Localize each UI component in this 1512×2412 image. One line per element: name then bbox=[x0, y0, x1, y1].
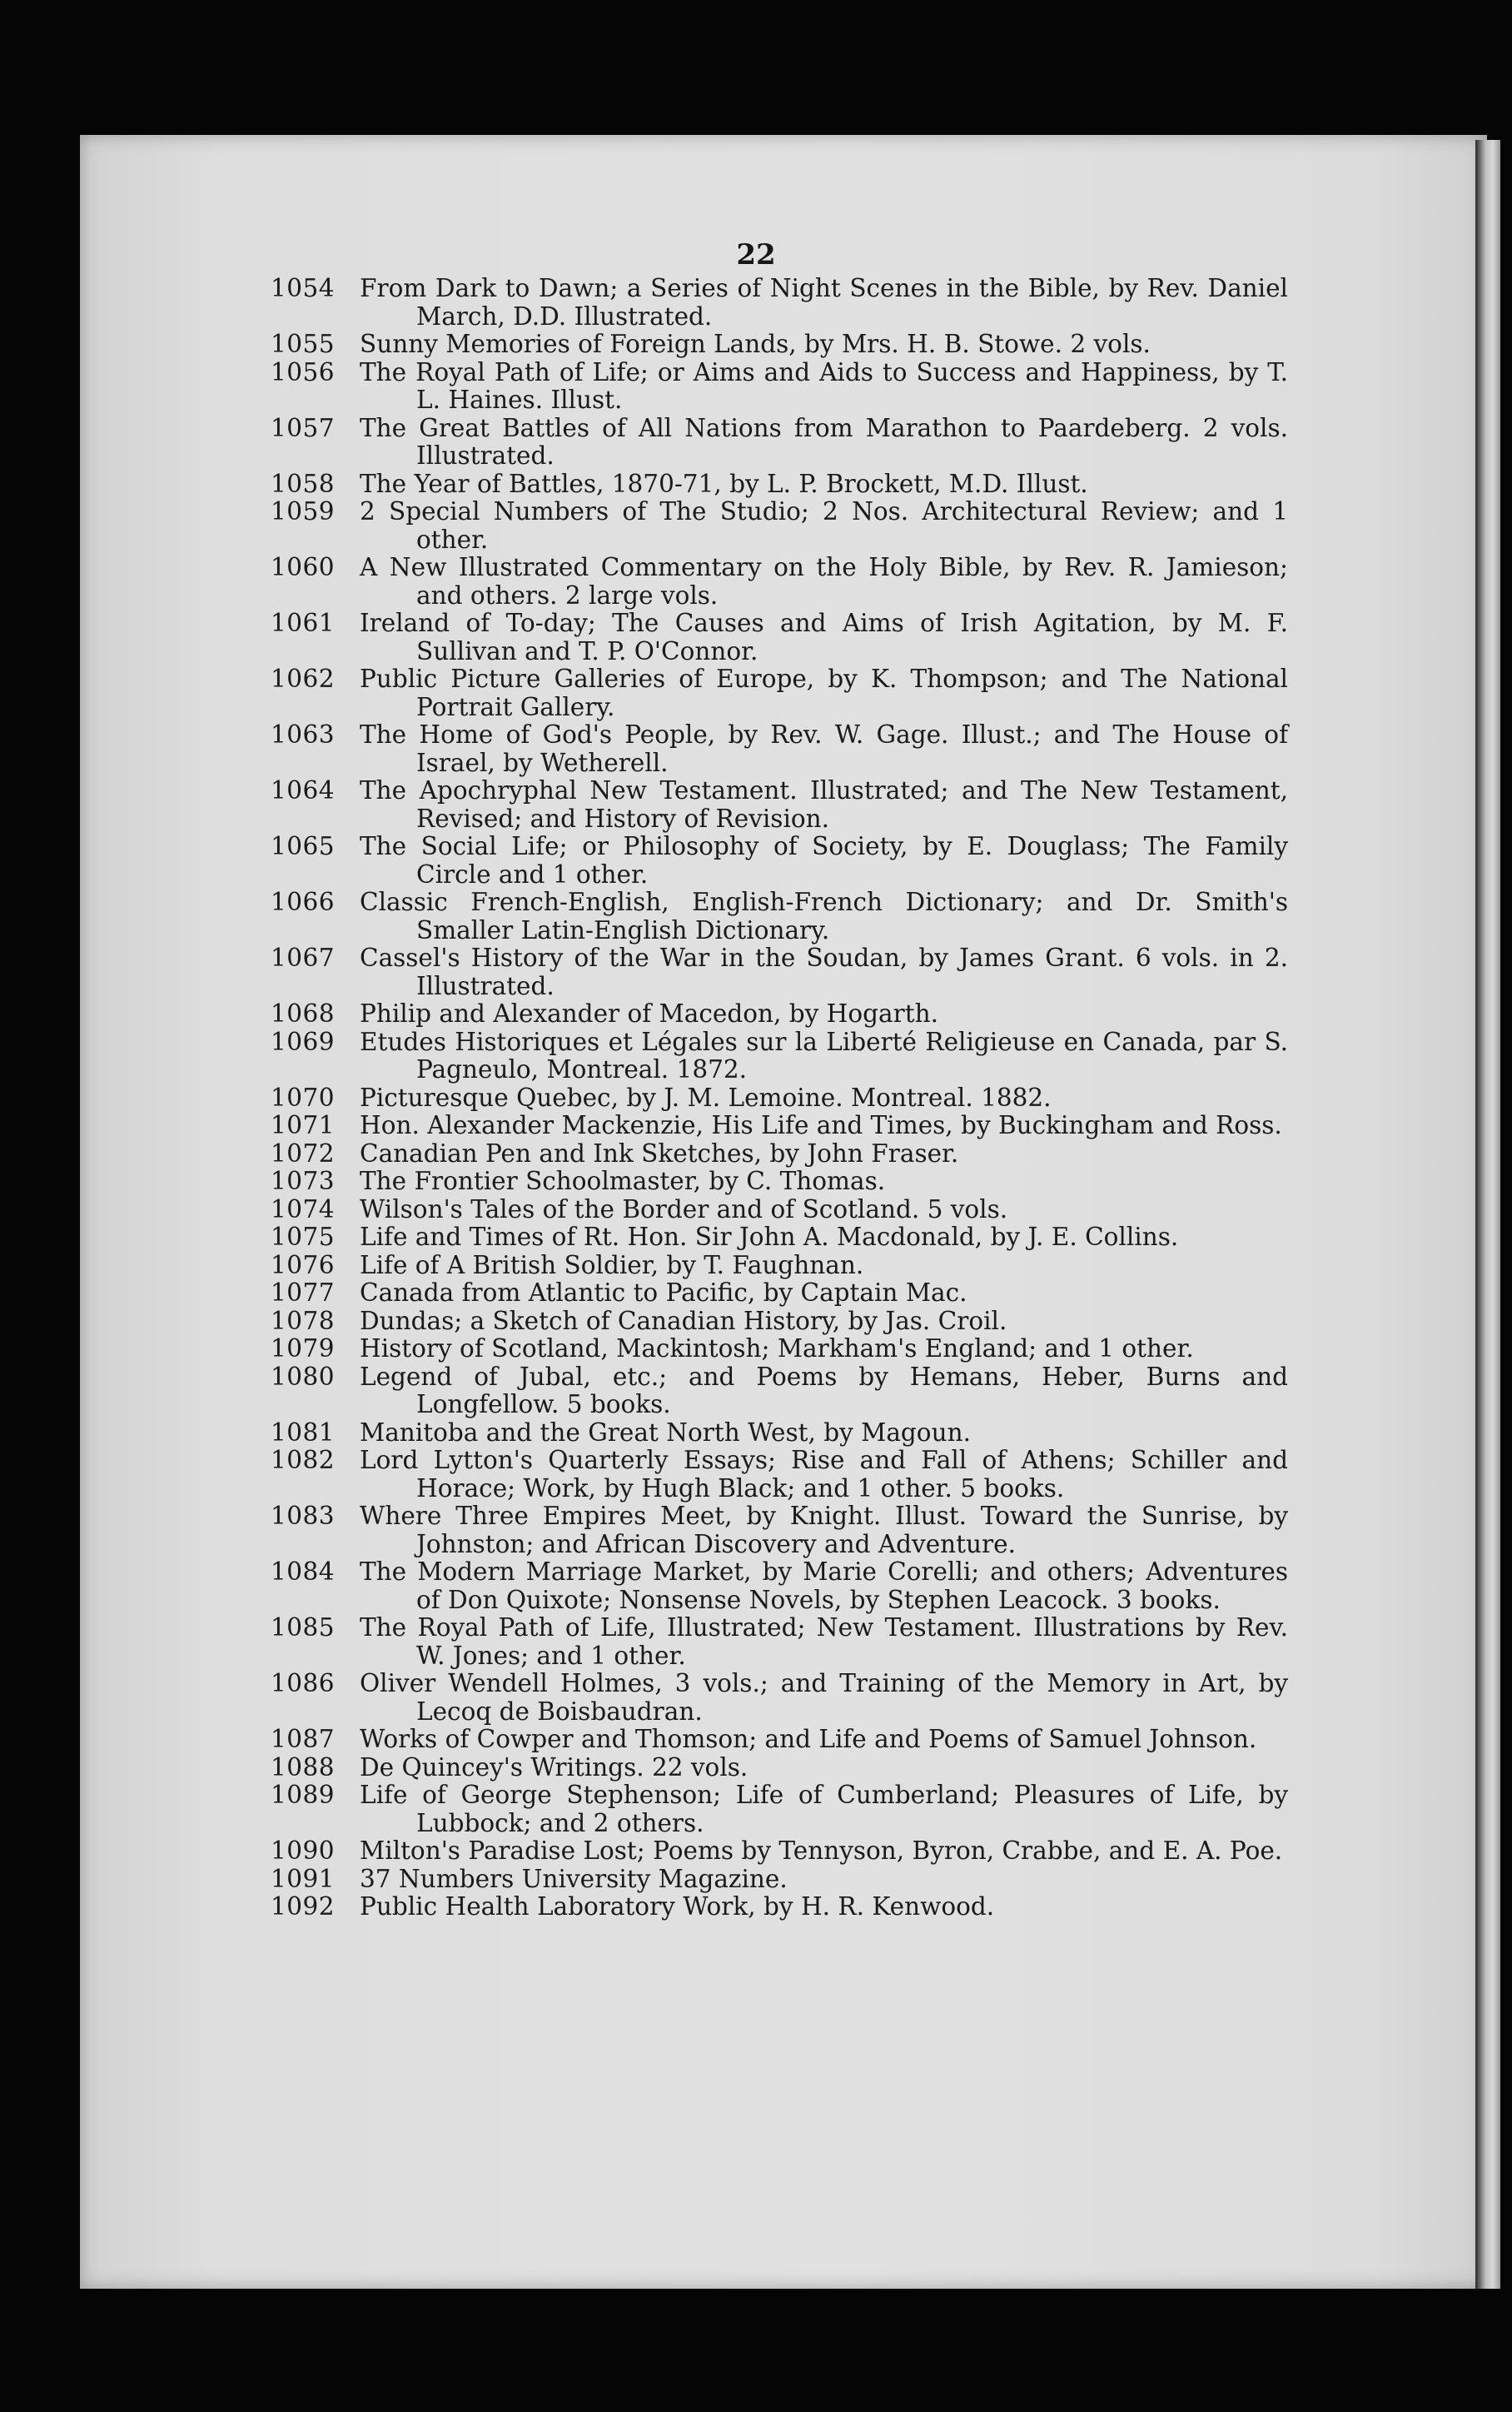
entry-description: A New Illustrated Commentary on the Holy Bible, by Rev. R. Jamieson; and others. 2 large vols. bbox=[360, 553, 1288, 610]
catalogue-entry bbox=[271, 1558, 1288, 1614]
entry-number: 1087 bbox=[271, 1725, 336, 1753]
entry-description: Legend of Jubal, etc.; and Poems by Hemans, Heber, Burns and Longfellow. 5 books. bbox=[360, 1362, 1288, 1418]
entry-number: 1078 bbox=[271, 1306, 336, 1335]
entry-number: 1071 bbox=[271, 1111, 336, 1139]
catalogue-entry bbox=[271, 721, 1288, 777]
entry-description: Cassel's History of the War in the Soudan, by James Grant. 6 vols. in 2. Illustrated. bbox=[360, 944, 1288, 1000]
catalogue-entry bbox=[271, 833, 1288, 889]
entry-description: Manitoba and the Great North West, by Magoun. bbox=[360, 1418, 971, 1447]
catalogue-entry bbox=[271, 1363, 1288, 1419]
catalogue-entry bbox=[271, 1782, 1288, 1837]
catalogue-entry bbox=[271, 1419, 1288, 1448]
entry-number: 1056 bbox=[271, 357, 336, 386]
catalogue-entry-list bbox=[271, 275, 1288, 1921]
catalogue-entry bbox=[271, 498, 1288, 554]
entry-description: Sunny Memories of Foreign Lands, by Mrs. H. B. Stowe. 2 vols. bbox=[360, 330, 1151, 358]
entry-number: 1060 bbox=[271, 553, 336, 581]
catalogue-entry bbox=[271, 359, 1288, 415]
catalogue-entry bbox=[271, 1335, 1288, 1363]
entry-description: Dundas; a Sketch of Canadian History, by Jas. Croil. bbox=[360, 1306, 1007, 1335]
entry-description: The Frontier Schoolmaster, by C. Thomas. bbox=[360, 1167, 886, 1195]
entry-description: History of Scotland, Mackintosh; Markham's England; and 1 other. bbox=[360, 1334, 1194, 1363]
catalogue-entry bbox=[271, 1866, 1288, 1894]
catalogue-entry bbox=[271, 554, 1288, 610]
catalogue-entry bbox=[271, 777, 1288, 833]
catalogue-entry bbox=[271, 1196, 1288, 1224]
entry-description: Canada from Atlantic to Pacific, by Captain Mac. bbox=[360, 1278, 967, 1307]
catalogue-entry bbox=[271, 1252, 1288, 1280]
catalogue-entry bbox=[271, 610, 1288, 665]
entry-number: 1063 bbox=[271, 720, 336, 749]
entry-description: From Dark to Dawn; a Series of Night Scenes in the Bible, by Rev. Daniel March, D.D. Illustrated. bbox=[360, 274, 1288, 331]
entry-description: Lord Lytton's Quarterly Essays; Rise and Fall of Athens; Schiller and Horace; Work, by Hugh Black; and 1 other. 5 books. bbox=[360, 1446, 1288, 1503]
entry-description: The Royal Path of Life; or Aims and Aids to Success and Happiness, by T. L. Haines. Illust. bbox=[360, 357, 1288, 414]
entry-number: 1072 bbox=[271, 1139, 336, 1168]
entry-number: 1082 bbox=[271, 1446, 336, 1474]
entry-description: The Year of Battles, 1870-71, by L. P. Brockett, M.D. Illust. bbox=[360, 469, 1088, 498]
entry-description: The Social Life; or Philosophy of Society, by E. Douglass; The Family Circle and 1 other. bbox=[360, 832, 1288, 889]
entry-description: De Quincey's Writings. 22 vols. bbox=[360, 1752, 749, 1782]
entry-number: 1059 bbox=[271, 497, 336, 526]
entry-number: 1092 bbox=[271, 1892, 336, 1921]
entry-number: 1069 bbox=[271, 1027, 336, 1056]
catalogue-entry bbox=[271, 1837, 1288, 1866]
entry-description: Life and Times of Rt. Hon. Sir John A. Macdonald, by J. E. Collins. bbox=[360, 1223, 1179, 1251]
entry-description: 37 Numbers University Magazine. bbox=[360, 1864, 788, 1893]
entry-description: Picturesque Quebec, by J. M. Lemoine. Montreal. 1882. bbox=[360, 1083, 1052, 1112]
catalogue-entry bbox=[271, 1754, 1288, 1782]
catalogue-entry bbox=[271, 1726, 1288, 1754]
entry-number: 1074 bbox=[271, 1194, 336, 1223]
catalogue-entry bbox=[271, 1614, 1288, 1670]
catalogue-entry bbox=[271, 1503, 1288, 1558]
entry-description: Life of A British Soldier, by T. Faughnan. bbox=[360, 1250, 864, 1279]
catalogue-entry bbox=[271, 1140, 1288, 1169]
entry-number: 1061 bbox=[271, 609, 336, 637]
entry-description: Canadian Pen and Ink Sketches, by John Fraser. bbox=[360, 1139, 959, 1168]
entry-description: Works of Cowper and Thomson; and Life and Poems of Samuel Johnson. bbox=[360, 1725, 1257, 1753]
entry-description: Milton's Paradise Lost; Poems by Tennyson, Byron, Crabbe, and E. A. Poe. bbox=[360, 1836, 1283, 1865]
entry-number: 1054 bbox=[271, 274, 336, 302]
catalogue-entry bbox=[271, 471, 1288, 499]
catalogue-entry bbox=[271, 1893, 1288, 1921]
catalogue-entry bbox=[271, 665, 1288, 721]
entry-number: 1080 bbox=[271, 1362, 336, 1391]
entry-number: 1062 bbox=[271, 665, 336, 693]
entry-description: Public Picture Galleries of Europe, by K. Thompson; and The National Portrait Gallery. bbox=[360, 665, 1288, 721]
entry-description: Ireland of To-day; The Causes and Aims of Irish Agitation, by M. F. Sullivan and T. P. O'Connor. bbox=[360, 609, 1288, 665]
facing-page-edge bbox=[1475, 140, 1500, 2289]
entry-number: 1081 bbox=[271, 1418, 336, 1447]
entry-number: 1084 bbox=[271, 1557, 336, 1586]
catalogue-entry bbox=[271, 1112, 1288, 1140]
entry-description: 2 Special Numbers of The Studio; 2 Nos. Architectural Review; and 1 other. bbox=[360, 497, 1288, 554]
entry-number: 1091 bbox=[271, 1864, 336, 1893]
entry-number: 1055 bbox=[271, 330, 336, 358]
entry-number: 1079 bbox=[271, 1334, 336, 1363]
entry-description: Where Three Empires Meet, by Knight. Illust. Toward the Sunrise, by Johnston; and African Discovery and Adventure. bbox=[360, 1502, 1288, 1558]
entry-number: 1070 bbox=[271, 1083, 336, 1112]
catalogue-entry bbox=[271, 1308, 1288, 1336]
entry-number: 1073 bbox=[271, 1167, 336, 1195]
catalogue-entry bbox=[271, 944, 1288, 1000]
catalogue-entry bbox=[271, 1670, 1288, 1726]
entry-number: 1076 bbox=[271, 1250, 336, 1279]
entry-number: 1066 bbox=[271, 888, 336, 916]
entry-description: The Home of God's People, by Rev. W. Gage. Illust.; and The House of Israel, by Wetherell. bbox=[360, 720, 1288, 777]
entry-number: 1068 bbox=[271, 999, 336, 1028]
catalogue-entry bbox=[271, 1084, 1288, 1113]
catalogue-entry bbox=[271, 889, 1288, 944]
catalogue-entry bbox=[271, 1029, 1288, 1084]
entry-description: Public Health Laboratory Work, by H. R. Kenwood. bbox=[360, 1892, 995, 1921]
entry-number: 1083 bbox=[271, 1502, 336, 1530]
entry-number: 1089 bbox=[271, 1781, 336, 1809]
entry-description: The Great Battles of All Nations from Marathon to Paardeberg. 2 vols. Illustrated. bbox=[360, 413, 1288, 470]
catalogue-entry bbox=[271, 415, 1288, 471]
entry-number: 1075 bbox=[271, 1223, 336, 1251]
entry-description: The Apochryphal New Testament. Illustrated; and The New Testament, Revised; and History of Revision. bbox=[360, 776, 1288, 833]
entry-number: 1088 bbox=[271, 1752, 336, 1782]
entry-description: Philip and Alexander of Macedon, by Hogarth. bbox=[360, 999, 938, 1028]
entry-description: Etudes Historiques et Légales sur la Liberté Religieuse en Canada, par S. Pagneulo, Montreal. 1872. bbox=[360, 1027, 1288, 1084]
entry-description: Hon. Alexander Mackenzie, His Life and Times, by Buckingham and Ross. bbox=[360, 1111, 1282, 1139]
entry-description: Oliver Wendell Holmes, 3 vols.; and Training of the Memory in Art, by Lecoq de Boisbaudran. bbox=[360, 1669, 1288, 1726]
entry-description: The Modern Marriage Market, by Marie Corelli; and others; Adventures of Don Quixote; Nonsense Novels, by Stephen Leacock. 3 books. bbox=[360, 1557, 1288, 1614]
entry-description: Wilson's Tales of the Border and of Scotland. 5 vols. bbox=[360, 1194, 1008, 1223]
catalogue-entry bbox=[271, 275, 1288, 331]
entry-number: 1064 bbox=[271, 776, 336, 805]
entry-description: Classic French-English, English-French Dictionary; and Dr. Smith's Smaller Latin-English Dictionary. bbox=[360, 888, 1288, 944]
entry-number: 1090 bbox=[271, 1836, 336, 1865]
entry-number: 1085 bbox=[271, 1613, 336, 1642]
entry-number: 1057 bbox=[271, 413, 336, 442]
catalogue-entry bbox=[271, 1223, 1288, 1252]
entry-number: 1086 bbox=[271, 1669, 336, 1697]
catalogue-entry bbox=[271, 1168, 1288, 1196]
catalogue-entry bbox=[271, 331, 1288, 359]
catalogue-entry bbox=[271, 1447, 1288, 1503]
catalogue-entry bbox=[271, 1279, 1288, 1308]
catalogue-entry bbox=[271, 1000, 1288, 1029]
entry-number: 1077 bbox=[271, 1278, 336, 1307]
entry-description: The Royal Path of Life, Illustrated; New Testament. Illustrations by Rev. W. Jones; and 1 other. bbox=[360, 1613, 1288, 1670]
page-number: 22 bbox=[736, 238, 776, 272]
entry-number: 1065 bbox=[271, 832, 336, 860]
entry-number: 1067 bbox=[271, 944, 336, 972]
entry-number: 1058 bbox=[271, 469, 336, 498]
entry-description: Life of George Stephenson; Life of Cumberland; Pleasures of Life, by Lubbock; and 2 others. bbox=[360, 1781, 1288, 1837]
